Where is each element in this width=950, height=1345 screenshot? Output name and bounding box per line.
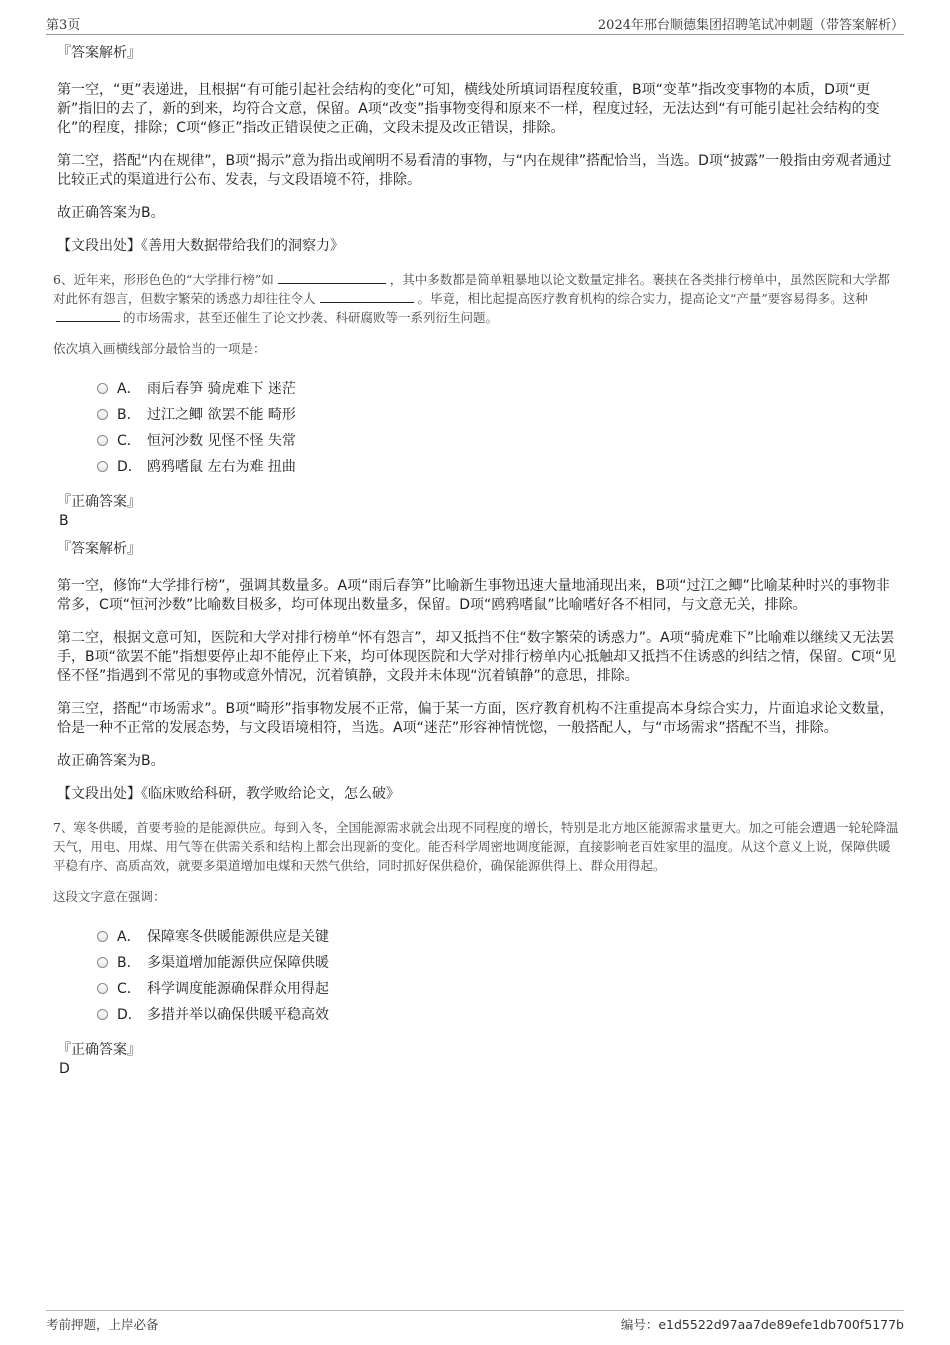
q5-source-title: 《善用大数据带给我们的洞察力》 — [141, 238, 344, 254]
document-title: 2024年邢台顺德集团招聘笔试冲刺题（带答案解析） — [597, 18, 904, 33]
q6-source-label: 【文段出处】 — [57, 786, 141, 802]
q6-option-d[interactable]: D． 鸥鸦嗜鼠 左右为难 扭曲 — [97, 453, 902, 479]
q6-option-c[interactable]: C． 恒河沙数 见怪不怪 失常 — [97, 427, 902, 453]
q6-answer-heading: 『正确答案』 — [57, 494, 141, 510]
q7-option-a[interactable]: A． 保障寒冬供暖能源供应是关键 — [97, 923, 902, 949]
q7-option-d[interactable]: D． 多措并举以确保供暖平稳高效 — [97, 1001, 902, 1027]
q6-analysis-para-2: 第二空，根据文意可知，医院和大学对排行榜单“怀有怨言”，却又抵挡不住“数字繁荣的诱惑力”。A项“骑虎难下”比喻难以继续又无法罢手，B项“欲罢不能”指想要停止却不能停止下来，均可体现医院和大学对排行榜单内心抵触却又抵挡不住诱惑的纠结之情，保留。C项“见怪不怪”指遇到不常见的事物或意外情况，沉着镇静，文段并未体现“沉着镇静”的意思，排除。 — [57, 630, 897, 684]
q6-question-text — [53, 270, 902, 327]
q6-prompt: 依次填入画横线部分最恰当的一项是： — [53, 341, 266, 356]
radio-icon[interactable] — [97, 461, 108, 472]
q6-analysis-para-3: 第三空，搭配“市场需求”。B项“畸形”指事物发展不正常，偏于某一方面，医疗教育机构不注重提高本身综合实力，片面追求论文数量，恰是一种不正常的发展态势，与文段语境相符，当选。A项“迷茫”形容神情恍惚，一般搭配人，与“市场需求”搭配不当，排除。 — [57, 701, 894, 736]
radio-icon[interactable] — [97, 383, 108, 394]
document-code — [621, 1315, 904, 1333]
q6-text-part-b: ，其中多数都是简单粗暴地以论文数量定排名。裹挟在各类排行榜单中，虽然医院和大学都对此怀有怨言，但数字繁荣的诱惑力却往往令人 — [53, 272, 890, 306]
radio-icon[interactable] — [97, 409, 108, 420]
q6-analysis-heading: 『答案解析』 — [57, 541, 141, 557]
q6-options — [97, 375, 902, 479]
q7-question-text: 7、寒冬供暖，首要考验的是能源供应。每到入冬，全国能源需求就会出现不同程度的增长，特别是北方地区能源需求量更大。加之可能会遭遇一轮轮降温天气，用电、用煤、用气等在供需关系和结构上都会出现新的变化。能否科学周密地调度能源，直接影响老百姓家里的温度。从这个意义上说，保障供暖平稳有序、高质高效，就要多渠道增加电煤和天然气供给，同时抓好保供稳价，确保能源供得上、群众用得起。 — [53, 820, 899, 873]
document-code-label: 编号： — [620, 1317, 659, 1332]
q7-option-c[interactable]: C． 科学调度能源确保群众用得起 — [97, 975, 902, 1001]
page-header — [46, 14, 904, 35]
page-number: 第3页 — [46, 18, 81, 33]
radio-icon[interactable] — [97, 435, 108, 446]
q6-analysis-para-1: 第一空，修饰“大学排行榜”，强调其数量多。A项“雨后春笋”比喻新生事物迅速大量地涌现出来，B项“过江之鲫”比喻某种时兴的事物非常多，C项“恒河沙数”比喻数目极多，均可体现出数量多，保留。D项“鸥鸦嗜鼠”比喻嗜好各不相同，与文意无关，排除。 — [57, 578, 890, 613]
q6-source — [57, 785, 902, 804]
q6-option-a[interactable]: A． 雨后春笋 骑虎难下 迷茫 — [97, 375, 902, 401]
q6-conclusion: 故正确答案为B。 — [57, 753, 165, 769]
radio-icon[interactable] — [97, 957, 108, 968]
radio-icon[interactable] — [97, 1009, 108, 1020]
radio-icon[interactable] — [97, 983, 108, 994]
q6-blank-3 — [56, 309, 120, 322]
q5-analysis-heading: 『答案解析』 — [57, 45, 141, 61]
q6-blank-1 — [278, 271, 386, 284]
footer-slogan: 考前押题，上岸必备 — [46, 1317, 159, 1332]
q6-text-part-d: 的市场需求，甚至还催生了论文抄袭、科研腐败等一系列衍生问题。 — [123, 310, 499, 325]
q5-conclusion: 故正确答案为B。 — [57, 205, 165, 221]
q7-answer: D — [59, 1061, 70, 1077]
page-footer — [46, 1310, 904, 1333]
q6-text-part-a: 6、近年来，形形色色的“大学排行榜”如 — [53, 272, 274, 287]
q7-option-b[interactable]: B． 多渠道增加能源供应保障供暖 — [97, 949, 902, 975]
q5-source-label: 【文段出处】 — [57, 238, 141, 254]
q5-analysis-para-2: 第二空，搭配“内在规律”，B项“揭示”意为指出或阐明不易看清的事物，与“内在规律”搭配恰当，当选。D项“披露”一般指由旁观者通过比较正式的渠道进行公布、发表，与文段语境不符，排除。 — [57, 153, 892, 188]
q6-answer: B — [59, 513, 69, 529]
q7-prompt: 这段文字意在强调： — [53, 889, 166, 904]
q5-analysis-para-1: 第一空，“更”表递进，且根据“有可能引起社会结构的变化”可知，横线处所填词语程度较重，B项“变革”指改变事物的本质，D项“更新”指旧的去了，新的到来，均符合文意，保留。A项“改变”指事物变得和原来不一样，程度过轻，无法达到“有可能引起社会结构的变化”的程度，排除；C项“修正”指改正错误使之正确，文段未提及改正错误，排除。 — [57, 82, 880, 136]
q7-answer-heading: 『正确答案』 — [57, 1042, 141, 1058]
q6-option-b[interactable]: B． 过江之鲫 欲罢不能 畸形 — [97, 401, 902, 427]
q7-options — [97, 923, 902, 1027]
radio-icon[interactable] — [97, 931, 108, 942]
q6-blank-2 — [320, 290, 414, 303]
document-code-value: e1d5522d97aa7de89efe1db700f5177b — [658, 1317, 904, 1332]
q6-source-title: 《临床败给科研，教学败给论文，怎么破》 — [141, 786, 400, 802]
q6-text-part-c: 。毕竟，相比起提高医疗教育机构的综合实力，提高论文“产量”要容易得多。这种 — [417, 291, 868, 306]
document-body — [53, 44, 902, 1088]
q5-source — [57, 237, 902, 256]
